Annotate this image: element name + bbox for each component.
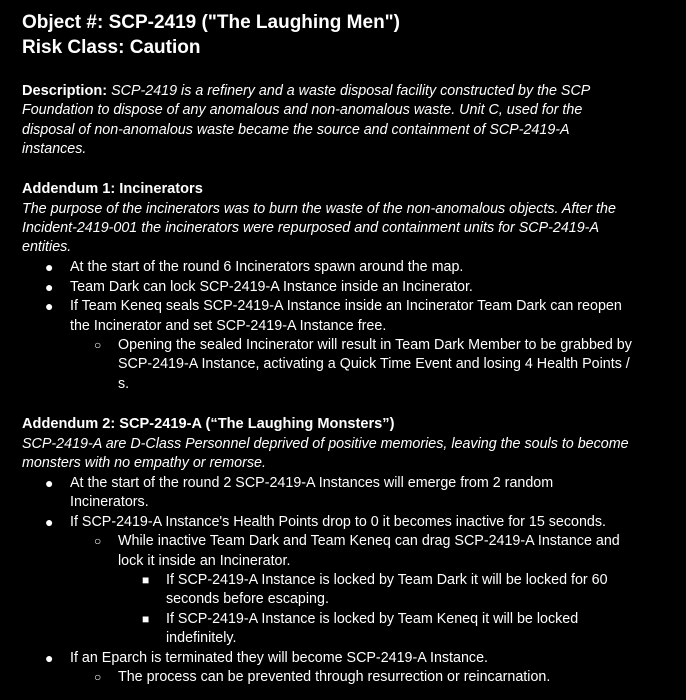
description-line-1 xyxy=(22,82,674,102)
addendum-2-bullet-1a: At the start of the round 2 SCP-2419-A Instances will emerge from 2 random xyxy=(70,475,554,491)
sub-bullet-marker: ○ xyxy=(94,534,102,548)
description-text-1: SCP-2419 is a refinery and a waste disposal facility constructed by the SCP xyxy=(111,83,591,99)
description-label: Description: xyxy=(22,83,108,99)
addendum-2-subsub-1a: If SCP-2419-A Instance is locked by Team Dark it will be locked for 60 xyxy=(166,572,608,588)
description-text-4: instances. xyxy=(22,141,87,157)
addendum-2-sub-1a: While inactive Team Dark and Team Keneq can drag SCP-2419-A Instance and xyxy=(118,533,620,549)
addendum-1-bullet-2: Team Dark can lock SCP-2419-A Instance inside an Incinerator. xyxy=(70,279,473,295)
addendum-1-sub-1a: Opening the sealed Incinerator will result in Team Dark Member to be grabbed by xyxy=(118,337,632,353)
bullet-marker: ● xyxy=(45,514,54,530)
addendum-1-bullet-1: At the start of the round 6 Incinerators spawn around the map. xyxy=(70,259,464,275)
risk-class-title: Risk Class: Caution xyxy=(22,37,201,58)
description-text-3: disposal of non-anomalous waste became the source and containment of SCP-2419-A xyxy=(22,122,570,138)
addendum-1-bullet-3b: the Incinerator and set SCP-2419-A Instance free. xyxy=(70,318,387,334)
sub-bullet-marker: ○ xyxy=(94,670,102,684)
addendum-2-heading: Addendum 2: SCP-2419-A (“The Laughing Monsters”) xyxy=(22,416,395,432)
addendum-1-sub-1b: SCP-2419-A Instance, activating a Quick Time Event and losing 4 Health Points / xyxy=(118,356,630,372)
addendum-2-sub-2: The process can be prevented through resurrection or reincarnation. xyxy=(118,669,551,685)
bullet-marker: ● xyxy=(45,475,54,491)
addendum-2-intro-1: SCP-2419-A are D-Class Personnel deprived of positive memories, leaving the souls to become xyxy=(22,436,629,452)
addendum-2-intro-2: monsters with no empathy or remorse. xyxy=(22,455,266,471)
bullet-marker: ● xyxy=(45,279,54,295)
sub-sub-bullet-marker: ■ xyxy=(142,573,150,587)
bullet-marker: ● xyxy=(45,298,54,314)
addendum-2-bullet-3: If an Eparch is terminated they will become SCP-2419-A Instance. xyxy=(70,650,488,666)
sub-sub-bullet-marker: ■ xyxy=(142,612,150,626)
addendum-1-intro-2: Incident-2419-001 the incinerators were repurposed and containment units for SCP-2419-A xyxy=(22,220,599,236)
addendum-2-subsub-2b: indefinitely. xyxy=(166,630,237,646)
addendum-1-sub-1c: s. xyxy=(118,376,130,392)
addendum-1-heading: Addendum 1: Incinerators xyxy=(22,181,203,197)
bullet-marker: ● xyxy=(45,259,54,275)
addendum-1-bullet-3a: If Team Keneq seals SCP-2419-A Instance inside an Incinerator Team Dark can reopen xyxy=(70,298,622,314)
addendum-2-subsub-1b: seconds before escaping. xyxy=(166,591,329,607)
sub-bullet-marker: ○ xyxy=(94,338,102,352)
addendum-1-intro-1: The purpose of the incinerators was to burn the waste of the non-anomalous objects. After the xyxy=(22,201,616,217)
description-text-2: Foundation to dispose of any anomalous and non-anomalous waste. Unit C, used for the xyxy=(22,102,583,118)
bullet-marker: ● xyxy=(45,650,54,666)
addendum-2-subsub-2a: If SCP-2419-A Instance is locked by Team Keneq it will be locked xyxy=(166,611,579,627)
addendum-1-intro-3: entities. xyxy=(22,239,72,255)
addendum-2-sub-1b: lock it inside an Incinerator. xyxy=(118,553,291,569)
addendum-2-bullet-2: If SCP-2419-A Instance's Health Points drop to 0 it becomes inactive for 15 seconds. xyxy=(70,514,606,530)
object-number-title: Object #: SCP-2419 ("The Laughing Men") xyxy=(22,12,401,33)
addendum-2-bullet-1b: Incinerators. xyxy=(70,494,149,510)
